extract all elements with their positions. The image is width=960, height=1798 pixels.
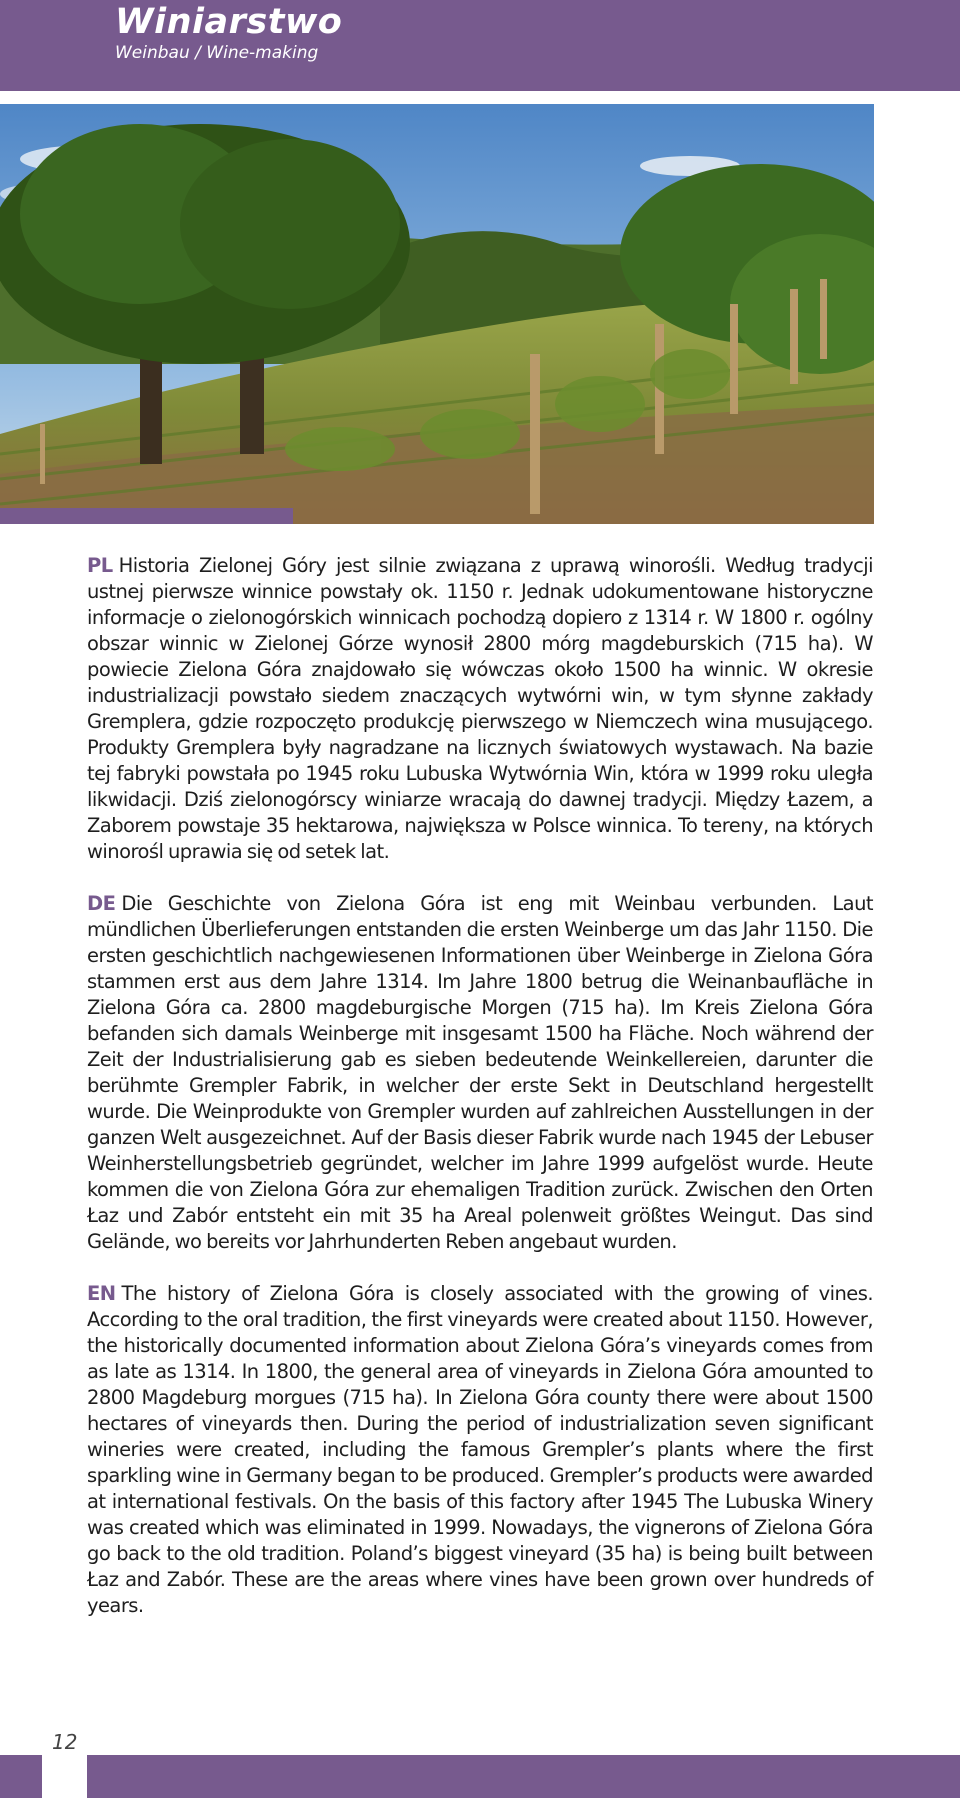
language-tag-pl: PL — [87, 554, 113, 577]
footer-bar-right — [87, 1755, 960, 1798]
page-number: 12 — [52, 1730, 78, 1754]
paragraph-text-pl: Historia Zielonej Góry jest silnie związana z uprawą winorośli. Według tradycji ustnej pierwsze winnice powstały ok. 1150 r. Jednak udokumentowane historyczne informacje o zielonogórskich winnicach pochodzą dopiero z 1314 r. W 1800 r. ogólny obszar winnic w Zielonej Górze wynosił 2800 mórg magdeburskich (715 ha). W powiecie Zielona Góra znajdowało się wówczas około 1500 ha winnic. W okresie industrializacji powstało siedem znaczących wytwórni win, w tym słynne zakłady Gremplera, gdzie rozpoczęto produkcję pierwszego w Niemczech wina musującego. Produkty Gremplera były nagradzane na licznych światowych wystawach. Na bazie tej fabryki powstała po 1945 roku Lubuska Wytwórnia Win, która w 1999 roku uległa likwidacji. Dziś zielonogórscy winiarze wracają do dawnej tradycji. Między Łazem, a Zaborem powstaje 35 hektarowa, największa w Polsce winnica. To tereny, na których winorośl uprawia się od setek lat. — [87, 554, 873, 863]
paragraph-de — [87, 891, 873, 1255]
language-tag-de: DE — [87, 892, 116, 915]
header-bar — [0, 0, 960, 91]
page-title: Winiarstwo — [115, 2, 343, 42]
vineyard-photo — [0, 104, 874, 524]
language-tag-en: EN — [87, 1282, 116, 1305]
page-subtitle: Weinbau / Wine-making — [115, 43, 319, 63]
article-body — [87, 553, 873, 1645]
photo-accent-strip — [0, 508, 293, 524]
footer-bar-left — [0, 1755, 42, 1798]
paragraph-text-de: Die Geschichte von Zielona Góra ist eng mit Weinbau verbunden. Laut mündlichen Überlieferungen entstanden die ersten Weinberge um das Jahr 1150. Die ersten geschichtlich nachgewiesenen Informationen über Weinberge in Zielona Góra stammen erst aus dem Jahre 1314. Im Jahre 1800 betrug die Weinanbaufläche in Zielona Góra ca. 2800 magdeburgische Morgen (715 ha). Im Kreis Zielona Góra befanden sich damals Weinberge mit insgesamt 1500 ha Fläche. Noch während der Zeit der Industrialisierung gab es sieben bedeutende Weinkellereien, darunter die berühmte Grempler Fabrik, in welcher der erste Sekt in Deutschland hergestellt wurde. Die Weinprodukte von Grempler wurden auf zahlreichen Ausstellungen in der ganzen Welt ausgezeichnet. Auf der Basis dieser Fabrik wurde nach 1945 der Lebuser Weinherstellungsbetrieb gegründet, welcher im Jahre 1999 aufgelöst wurde. Heute kommen die von Zielona Góra zur ehemaligen Tradition zurück. Zwischen den Orten Łaz und Zabór entsteht ein mit 35 ha Areal polenweit größtes Weingut. Das sind Gelände, wo bereits vor Jahrhunderten Reben angebaut wurden. — [87, 892, 873, 1253]
paragraph-text-en: The history of Zielona Góra is closely associated with the growing of vines. According to the oral tradition, the first vineyards were created about 1150. However, the historically documented information about Zielona Góra’s vineyards comes from as late as 1314. In 1800, the general area of vineyards in Zielona Góra amounted to 2800 Magdeburg morgues (715 ha). In Zielona Góra county there were about 1500 hectares of vineyards then. During the period of industrialization seven significant wineries were created, including the famous Grempler’s plants where the first sparkling wine in Germany began to be produced. Grempler’s products were awarded at international festivals. On the basis of this factory after 1945 The Lubuska Winery was created which was eliminated in 1999. Nowadays, the vignerons of Zielona Góra go back to the old tradition. Poland’s biggest vineyard (35 ha) is being built between Łaz and Zabór. These are the areas where vines have been grown over hundreds of years. — [87, 1282, 873, 1617]
paragraph-pl — [87, 553, 873, 865]
paragraph-en — [87, 1281, 873, 1619]
